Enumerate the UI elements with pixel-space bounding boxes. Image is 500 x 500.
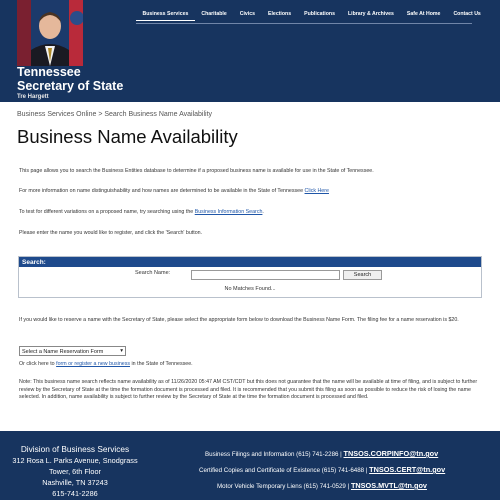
register-business-line (19, 361, 481, 369)
nav-divider (136, 23, 472, 24)
footer-contact-certificates-email[interactable]: TNSOS.CERT@tn.gov (369, 465, 446, 474)
register-suffix: in the State of Tennessee. (131, 361, 193, 367)
secretary-portrait (17, 0, 83, 66)
register-prefix: Or click here to (19, 361, 55, 367)
main-nav (136, 11, 487, 21)
breadcrumb-separator: > (98, 111, 103, 118)
footer-contact-filings-label: Business Filings and Information (615) 741-2286 | (205, 451, 342, 458)
breadcrumb-current: Search Business Name Availability (104, 111, 213, 118)
distinguishability-link[interactable]: Click Here (304, 188, 329, 194)
nav-publications[interactable]: Publications (304, 11, 335, 17)
intro-paragraph-2-text: For more information on name distinguishability and how names are determined to be available in the State of Tennessee (19, 188, 304, 194)
search-name-label: Search Name: (135, 270, 171, 276)
search-name-input[interactable] (191, 270, 340, 280)
footer-address-line-1: 312 Rosa L. Parks Avenue, Snodgrass (12, 456, 138, 465)
page-title: Business Name Availability (17, 126, 238, 147)
footer-address-line-2: Tower, 6th Floor (49, 467, 101, 476)
site-footer (0, 431, 500, 500)
nav-elections[interactable]: Elections (268, 11, 292, 17)
chevron-down-icon: ▾ (120, 348, 123, 354)
search-button[interactable]: Search (343, 270, 382, 280)
intro-paragraph-2 (19, 188, 481, 196)
nav-safe-at-home[interactable]: Safe At Home (406, 11, 441, 17)
search-panel (18, 256, 482, 298)
intro-paragraph-3-text: To test for different variations on a proposed name, try searching using the (19, 209, 194, 215)
footer-address-block (0, 444, 150, 499)
footer-contact-certificates-label: Certified Copies and Certificate of Existence (615) 741-6488 | (199, 467, 368, 474)
reservation-form-select[interactable] (19, 346, 126, 356)
agency-line-1: Tennessee (17, 65, 81, 79)
reservation-text: If you would like to reserve a name with the Secretary of State, please select the appropriate form below to download the Business Name Form. The filing fee for a name reservation is $20. (19, 317, 459, 323)
agency-name[interactable] (17, 66, 123, 101)
business-information-search-link[interactable]: Business Information Search (194, 209, 263, 215)
intro-paragraph-4: Please enter the name you would like to register, and click the 'Search' button. (19, 230, 203, 236)
nav-business-services[interactable]: Business Services (136, 11, 195, 21)
footer-address-line-3: Nashville, TN 37243 (42, 478, 108, 487)
breadcrumb (17, 111, 212, 118)
nav-library-archives[interactable]: Library & Archives (347, 11, 394, 17)
intro-paragraph-1: This page allows you to search the Business Entities database to determine if a proposed business name is available for use in the State of Tennessee. (19, 168, 374, 174)
search-panel-header: Search: (19, 257, 481, 267)
intro-paragraph-3 (19, 209, 481, 217)
nav-charitable[interactable]: Charitable (201, 11, 227, 17)
reservation-form-select-value: Select a Name Reservation Form (22, 348, 104, 355)
site-header (0, 0, 500, 102)
footer-contact-filings (205, 449, 438, 458)
footer-contact-liens-email[interactable]: TNSOS.MVTL@tn.gov (350, 481, 427, 490)
nav-civics[interactable]: Civics (239, 11, 256, 17)
agency-line-2: Secretary of State (17, 78, 124, 93)
footer-division: Division of Business Services (20, 444, 130, 454)
search-result-message: No Matches Found... (224, 286, 276, 292)
official-name: Tre Hargett (17, 94, 49, 100)
footer-phone: 615-741-2286 (52, 489, 98, 498)
intro-paragraph-3-end: . (262, 209, 264, 215)
availability-note: Note: This business name search reflects name availability as of 11/26/2020 05:47 AM CST/CDT but this does not guarantee that the name will be available at time of filing, and is subject to further review by the Secretary of State at the time the formation document is processed and filed. It is recommended that you submit this filing as soon as possible to reduce the risk of losing the name selected. In addition, name availability is subject to further review by the Secretary of State at the time the formation document is processed and filed. (19, 379, 478, 400)
footer-contact-certificates (199, 465, 445, 474)
breadcrumb-root-link[interactable]: Business Services Online (17, 111, 97, 118)
footer-contact-liens-label: Motor Vehicle Temporary Liens (615) 741-0529 | (217, 483, 350, 490)
nav-contact-us[interactable]: Contact Us (453, 11, 481, 17)
footer-contact-liens (217, 481, 427, 490)
footer-contact-filings-email[interactable]: TNSOS.CORPINFO@tn.gov (343, 449, 439, 458)
register-business-link[interactable]: form or register a new business (56, 361, 131, 367)
